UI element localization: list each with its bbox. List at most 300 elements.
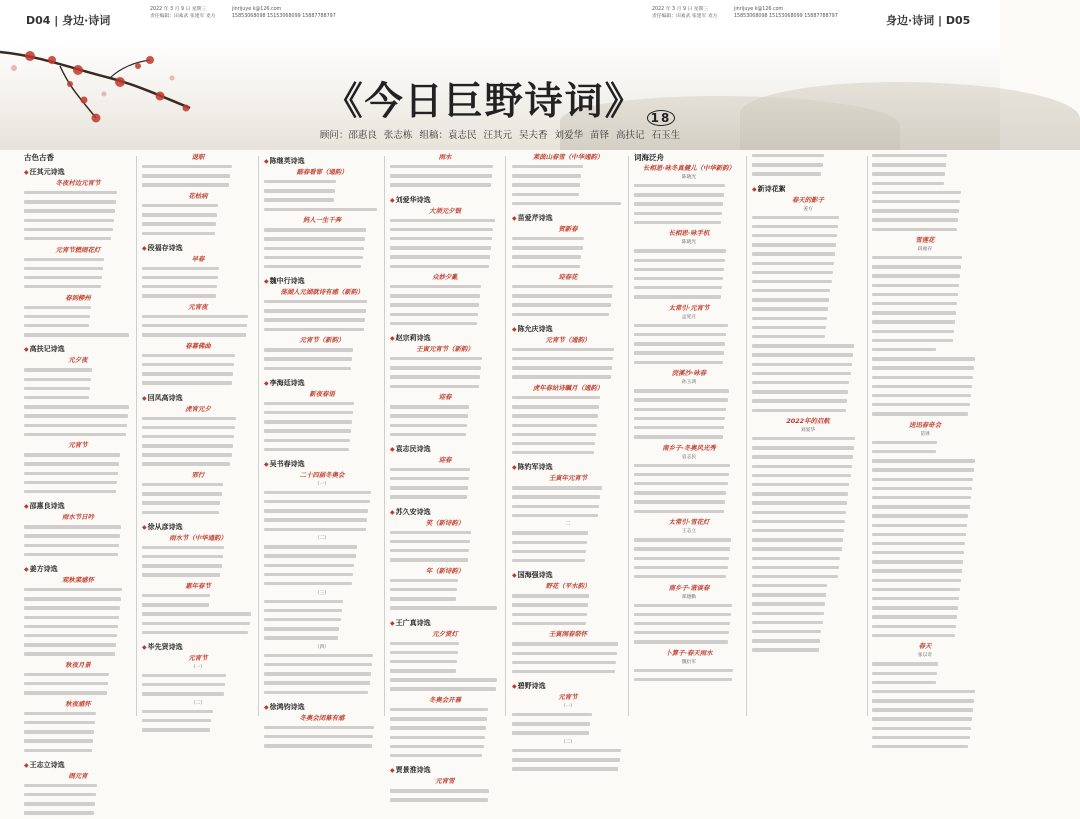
poem-line	[390, 219, 500, 226]
poem-line	[634, 286, 744, 293]
poem-line	[264, 237, 380, 244]
poem-line	[872, 172, 978, 179]
poem-line	[24, 490, 132, 497]
poem-line	[390, 424, 500, 431]
poem-line	[24, 433, 132, 440]
poem-line	[512, 531, 624, 538]
poem-line	[264, 448, 380, 455]
poem-line	[24, 588, 132, 595]
poem-line	[512, 294, 624, 301]
column-divider	[258, 156, 259, 716]
poem-line	[24, 749, 132, 756]
poem-line	[390, 660, 500, 667]
poem-line	[634, 249, 744, 256]
poem-line	[872, 394, 978, 401]
header-date-right: 2022 年 3 月 9 日 星期三	[652, 7, 709, 12]
poem-line	[512, 451, 624, 458]
poem-line	[872, 311, 978, 318]
poem-line	[512, 486, 624, 493]
poem-title: 太常引·雪花灯	[668, 518, 710, 527]
poem-line	[390, 486, 500, 493]
poem-line	[872, 514, 978, 521]
poem-line	[24, 739, 132, 746]
poem-line	[24, 721, 132, 728]
poem-line	[142, 710, 254, 717]
poem-line	[390, 265, 500, 272]
poem-line	[872, 542, 978, 549]
poem-line	[634, 575, 744, 582]
poem-title: 南乡子·谐谈春	[668, 583, 710, 592]
poem-line	[390, 303, 500, 310]
poem-line	[634, 333, 744, 340]
poem-line	[752, 154, 864, 161]
poem-line	[24, 673, 132, 680]
poet-section-heading: ◆ 碧野诗选	[512, 681, 624, 692]
poem-line	[872, 505, 978, 512]
poet-section-heading: ◆ 毕先贤诗选	[142, 642, 254, 653]
poem-line	[872, 579, 978, 586]
poem-line	[752, 307, 864, 314]
poem-line	[872, 690, 978, 697]
poem-line	[390, 687, 500, 694]
poem-line	[142, 232, 254, 239]
poem-title: 迎春花	[558, 273, 578, 282]
poem-line	[872, 524, 978, 531]
column-divider	[505, 156, 506, 716]
poem-title: 踏春看邨（通韵）	[296, 168, 348, 176]
poet-section-heading: ◆ 王志立诗选	[24, 760, 132, 771]
poem-line	[24, 472, 132, 479]
poem-author: 陈晓光	[681, 175, 697, 180]
poem-title: 南乡子·冬奥风光秀	[662, 443, 716, 452]
poem-line	[142, 222, 254, 229]
poem-line	[512, 713, 624, 720]
poem-line	[142, 324, 254, 331]
poem-title: 元宵节	[188, 653, 208, 662]
poem-title: 雨水	[438, 153, 452, 161]
poem-line	[634, 473, 744, 480]
poem-line	[752, 593, 864, 600]
poem-line	[142, 594, 254, 601]
poem-line	[752, 584, 864, 591]
poem-line	[752, 529, 864, 536]
poem-line	[24, 414, 132, 421]
poem-title: 贺新春	[558, 224, 578, 233]
column-divider	[136, 156, 137, 716]
poem-line	[264, 509, 380, 516]
poem-line	[634, 277, 744, 284]
poem-line	[390, 414, 500, 421]
poem-line	[512, 433, 624, 440]
poem-line	[752, 399, 864, 406]
poem-line	[24, 237, 132, 244]
poem-line	[512, 174, 624, 181]
poem-line	[390, 366, 500, 373]
poem-line	[512, 424, 624, 431]
poem-title: 冬奥会闭幕有感	[299, 713, 345, 722]
poem-line	[264, 189, 380, 196]
poem-line	[142, 612, 254, 619]
poem-title: 莱茵山春雪（中华通韵）	[532, 153, 604, 161]
poem-line	[390, 174, 500, 181]
poem-author: 孟宪月	[681, 314, 697, 320]
poem-line	[634, 389, 744, 396]
poem-title: 野花（平水韵）	[545, 582, 591, 591]
poem-title: 卜算子·春天雨水	[665, 648, 713, 657]
poem-line	[752, 353, 864, 360]
poem-title: 迎春	[438, 393, 452, 402]
poem-line	[872, 487, 978, 494]
poem-title: 虎年春站诗瞩月（通韵）	[532, 383, 604, 392]
poem-line	[390, 606, 500, 613]
poem-line	[872, 560, 978, 567]
poem-line	[872, 228, 978, 235]
poem-author: （二）	[190, 700, 206, 706]
poem-line	[264, 573, 380, 580]
poem-title: 浣溪沙·咏春	[671, 369, 707, 378]
poem-line	[390, 651, 500, 658]
column-3	[264, 152, 380, 722]
poem-line	[24, 544, 132, 551]
poem-line	[752, 172, 864, 179]
poet-section-heading: ◆ 魏中行诗选	[264, 276, 380, 287]
poem-line	[142, 315, 254, 322]
poem-line	[24, 652, 132, 659]
poem-line	[872, 736, 978, 743]
poem-title: 早春	[191, 254, 205, 263]
poem-line	[24, 730, 132, 737]
feature-title-text: 《今日巨野诗词》	[324, 79, 645, 123]
poem-line	[752, 465, 864, 472]
poem-line	[634, 342, 744, 349]
poem-line	[872, 218, 978, 225]
poem-line	[390, 579, 500, 586]
poem-line	[752, 262, 864, 269]
column-divider	[628, 156, 629, 716]
poet-section-heading: ◆ 苏久安诗选	[390, 507, 500, 518]
poem-line	[390, 255, 500, 262]
poem-line	[142, 285, 254, 292]
poet-section-heading: ◆ 段福存诗选	[142, 243, 254, 254]
poem-line	[512, 622, 624, 629]
poem-line	[872, 330, 978, 337]
poem-line	[142, 174, 254, 181]
poem-line	[142, 426, 254, 433]
poem-line	[634, 604, 744, 611]
poem-line	[264, 654, 380, 661]
poem-title: 笑（新诗韵）	[425, 518, 465, 527]
right-header-info	[652, 6, 717, 20]
header-editors: 责任编辑：田素武 张建军 麦方	[150, 14, 216, 19]
poem-line	[142, 165, 254, 172]
poem-line	[264, 528, 380, 535]
poet-section-heading: ◆ 邵惠良诗选	[24, 501, 132, 512]
poem-title: 元夕夜	[68, 356, 88, 365]
poem-line	[752, 639, 864, 646]
poem-line	[872, 615, 978, 622]
poem-line	[390, 495, 500, 502]
poem-line	[512, 285, 624, 292]
poem-title: 虎宵元夕	[185, 404, 211, 413]
poem-line	[24, 200, 132, 207]
poem-line	[872, 209, 978, 216]
poem-line	[752, 511, 864, 518]
poem-line	[142, 267, 254, 274]
poem-line	[264, 300, 380, 307]
column-divider	[746, 156, 747, 716]
poem-author: （二）	[560, 740, 576, 746]
poem-line	[872, 634, 978, 641]
poem-line	[264, 518, 380, 525]
page-header	[0, 0, 1000, 40]
poem-line	[872, 320, 978, 327]
poem-line	[390, 433, 500, 440]
poem-line	[752, 474, 864, 481]
poem-line	[752, 163, 864, 170]
poet-section-heading: ◆ 高扶记诗选	[24, 344, 132, 355]
poem-line	[390, 237, 500, 244]
poem-line	[264, 636, 380, 643]
poem-line	[512, 603, 624, 610]
poem-line	[390, 405, 500, 412]
left-page-label: D04 | 身边·诗词	[26, 14, 111, 27]
poem-line	[634, 221, 744, 228]
poem-line	[872, 450, 978, 457]
header-phones: 15853068098 15153068099 15887788797	[232, 14, 336, 19]
poem-line	[634, 398, 744, 405]
poem-line	[142, 204, 254, 211]
poem-line	[512, 550, 624, 557]
poem-line	[512, 357, 624, 364]
poem-title: 秋夜感怀	[65, 699, 91, 708]
poem-line	[752, 216, 864, 223]
poem-line	[752, 326, 864, 333]
poem-line	[264, 564, 380, 571]
poem-line	[634, 631, 744, 638]
poem-line	[264, 672, 380, 679]
poem-line	[752, 335, 864, 342]
poem-line	[24, 625, 132, 632]
poem-line	[142, 483, 254, 490]
poem-line	[872, 625, 978, 632]
poem-line	[752, 538, 864, 545]
poem-line	[24, 333, 132, 340]
poem-line	[390, 717, 500, 724]
poem-line	[634, 510, 744, 517]
poet-section-heading: ◆ 王广真诗选	[390, 618, 500, 629]
poem-line	[24, 285, 132, 292]
poem-author: （一）	[314, 481, 330, 487]
poem-line	[24, 405, 132, 412]
poem-line	[752, 520, 864, 527]
poem-line	[752, 575, 864, 582]
poem-line	[264, 180, 380, 187]
poem-line	[752, 234, 864, 241]
poem-line	[264, 228, 380, 235]
poem-line	[872, 357, 978, 364]
poem-title: 长相思·咏冬真健儿（中华新韵）	[643, 164, 735, 172]
poem-line	[24, 396, 132, 403]
poem-line	[634, 669, 744, 676]
poem-line	[142, 363, 254, 370]
poem-title: 二十四届冬奥会	[299, 470, 345, 479]
poem-line	[24, 597, 132, 604]
poem-line	[512, 495, 624, 502]
column-4	[390, 152, 500, 786]
poem-line	[634, 268, 744, 275]
poem-line	[872, 597, 978, 604]
poem-line	[390, 597, 500, 604]
poem-line	[390, 468, 500, 475]
issue-number: 18	[647, 110, 676, 126]
poem-line	[390, 246, 500, 253]
poem-line	[24, 606, 132, 613]
poem-line	[264, 609, 380, 616]
poem-line	[512, 652, 624, 659]
poem-line	[634, 491, 744, 498]
poem-title: 春天	[918, 642, 932, 651]
poem-line	[264, 402, 380, 409]
poem-line	[872, 256, 978, 263]
poem-line	[142, 674, 254, 681]
poem-line	[872, 672, 978, 679]
poem-line	[512, 642, 624, 649]
poem-title: 2022年的启航	[786, 417, 830, 426]
poem-line	[142, 622, 254, 629]
poem-author: 姜方	[803, 206, 813, 212]
poem-line	[264, 328, 380, 335]
poem-title: 元夕赏灯	[432, 629, 458, 638]
poem-line	[512, 348, 624, 355]
column-2	[142, 152, 254, 718]
poem-line	[390, 678, 500, 685]
column-8	[872, 152, 978, 718]
poem-line	[512, 661, 624, 668]
poem-line	[142, 381, 254, 388]
poem-line	[634, 435, 744, 442]
poem-line	[142, 417, 254, 424]
poem-line	[872, 200, 978, 207]
poem-line	[24, 306, 132, 313]
poem-line	[24, 378, 132, 385]
poem-line	[142, 501, 254, 508]
poem-line	[24, 453, 132, 460]
poem-line	[634, 295, 744, 302]
poem-title: 元宵节（通韵）	[545, 335, 591, 344]
poem-line	[512, 767, 624, 774]
poem-line	[512, 255, 624, 262]
poem-line	[512, 405, 624, 412]
poem-line	[264, 411, 380, 418]
column-divider	[384, 156, 385, 716]
poem-line	[142, 372, 254, 379]
poet-section-heading: ◆ 徐鸿钧诗选	[264, 702, 380, 713]
poem-line	[142, 435, 254, 442]
feature-title	[0, 70, 1000, 125]
poem-line	[634, 547, 744, 554]
poem-author: 段福存	[917, 247, 933, 253]
poem-line	[264, 367, 380, 374]
poem-line	[512, 237, 624, 244]
poem-author: 刘爱华	[800, 428, 816, 434]
poem-line	[752, 566, 864, 573]
column-5	[512, 152, 624, 746]
poem-line	[142, 555, 254, 562]
poem-line	[142, 564, 254, 571]
poet-section-heading: ◆ 陈允庆诗选	[512, 324, 624, 335]
poem-line	[752, 612, 864, 619]
poem-line	[872, 459, 978, 466]
poem-title: 惠年春节	[185, 581, 211, 590]
poem-line	[24, 643, 132, 650]
poem-title: 观秋菜感怀	[62, 575, 94, 584]
poem-line	[634, 212, 744, 219]
poem-author: 陈晓光	[681, 240, 697, 246]
poem-line	[752, 630, 864, 637]
poem-line	[390, 285, 500, 292]
poem-line	[872, 274, 978, 281]
right-page-label: 身边·诗词 | D05	[886, 14, 971, 27]
poem-line	[142, 453, 254, 460]
poem-author: 郑德勤	[681, 594, 697, 600]
poem-line	[872, 717, 978, 724]
poem-line	[390, 294, 500, 301]
poet-section-heading: ◆ 姜方诗选	[24, 564, 132, 575]
poet-section-heading: ◆ 袁志民诗选	[390, 444, 500, 455]
poem-line	[872, 366, 978, 373]
poem-line	[142, 719, 254, 726]
poem-line	[752, 271, 864, 278]
poem-line	[264, 618, 380, 625]
poem-line	[752, 289, 864, 296]
poem-line	[752, 501, 864, 508]
poem-line	[142, 492, 254, 499]
poem-line	[512, 559, 624, 566]
poem-line	[264, 582, 380, 589]
poem-title: 邪行	[191, 471, 205, 480]
poem-author: （一）	[190, 664, 206, 670]
poem-line	[752, 298, 864, 305]
poem-title: 太常引·元宵节	[668, 303, 710, 312]
poem-line	[634, 193, 744, 200]
poem-line	[142, 183, 254, 190]
header-editors-right: 责任编辑：田素武 张建军 麦方	[652, 14, 718, 19]
poem-title: 送迅春奇会	[909, 420, 941, 429]
poem-line	[390, 558, 500, 565]
poem-line	[142, 573, 254, 580]
poem-line	[512, 541, 624, 548]
poem-line	[264, 256, 380, 263]
poem-line	[872, 385, 978, 392]
poem-line	[264, 247, 380, 254]
poem-line	[390, 313, 500, 320]
poem-line	[264, 744, 380, 751]
poem-line	[872, 606, 978, 613]
poem-line	[872, 376, 978, 383]
poet-section-heading: ◆ 苗爱芹诗选	[512, 213, 624, 224]
poem-line	[142, 728, 254, 735]
left-header-contact	[232, 6, 336, 20]
poem-line	[264, 600, 380, 607]
poem-line	[264, 265, 380, 272]
poem-line	[634, 464, 744, 471]
poem-line	[872, 412, 978, 419]
poet-section-heading: ◆ 汪其元诗选	[24, 167, 132, 178]
poem-line	[24, 712, 132, 719]
poem-line	[390, 588, 500, 595]
poem-line	[24, 258, 132, 265]
poem-line	[264, 318, 380, 325]
